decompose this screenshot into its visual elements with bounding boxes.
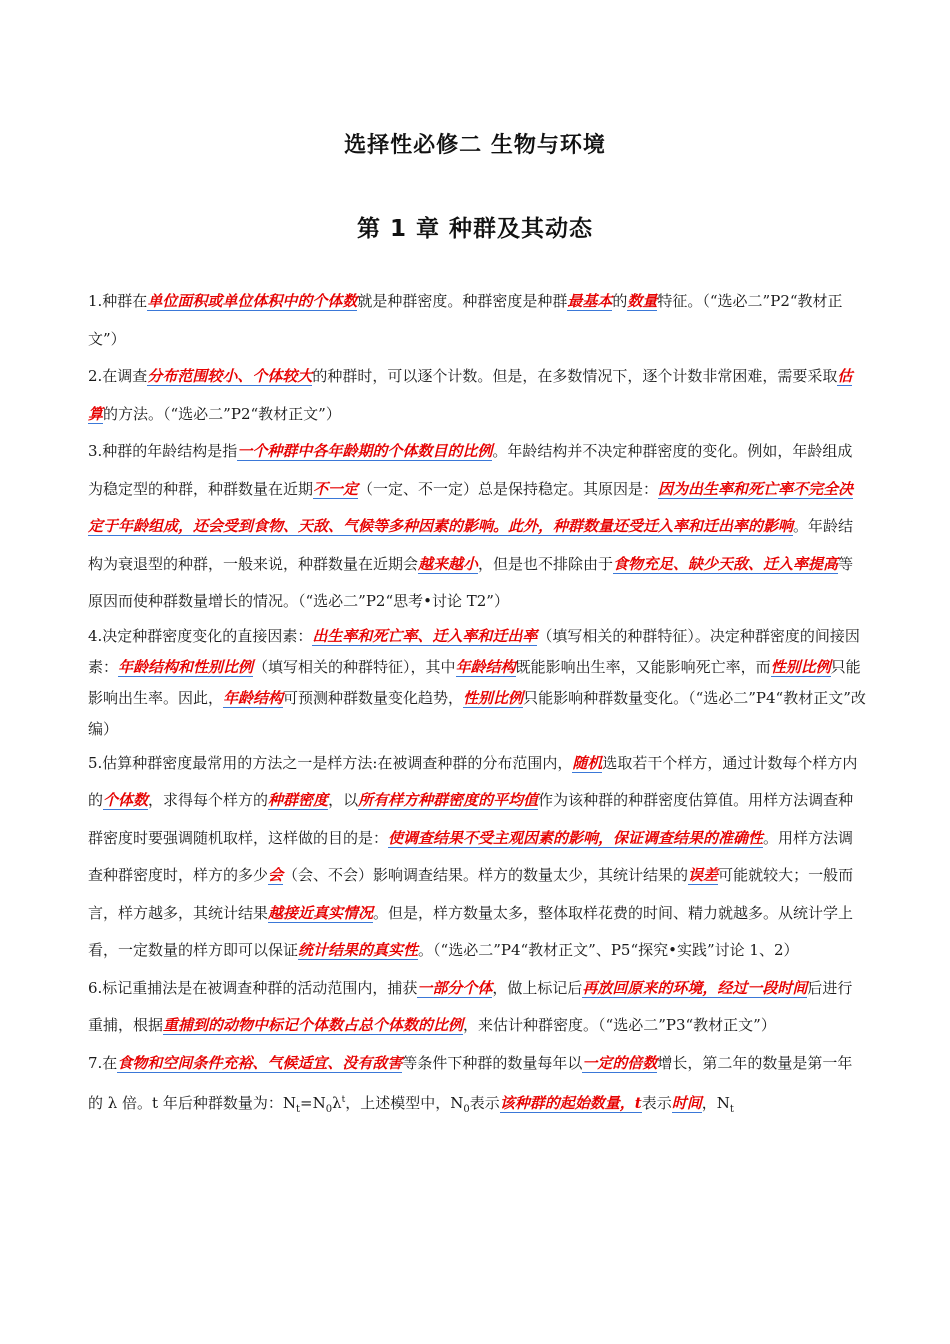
answer-highlight: 越接近真实情况 — [268, 903, 374, 922]
answer-highlight: 重捕到的动物中标记个体数占总个体数的比例 — [163, 1016, 464, 1034]
body-text: 的 — [612, 292, 628, 310]
body-text: 作为该种群的种群密度估算值。用样方法调查种群密度时要强调随机取样，这样做的目的是： — [88, 791, 854, 847]
body-text: 2.在调查 — [88, 367, 148, 385]
body-text: 等条件下种群的数量每年以 — [402, 1053, 583, 1072]
item-3 — [88, 433, 866, 621]
body-text: ，做上标记后 — [492, 978, 583, 997]
body-text: ，以 — [328, 791, 359, 809]
answer-highlight: 因为出生率和死亡率不完全决定于年龄组成，还会受到食物、天敌、气候等多种因素的影响。此外，种群数量还受迁入率和迁出率的影响 — [88, 479, 854, 535]
answer-highlight: 数量 — [627, 292, 658, 310]
answer-highlight: 该种群的起始数量，t — [499, 1094, 642, 1112]
body-text: 等原因而使种群数量增长的情况。（“选必二”P2“思考•讨论 T2”） — [88, 554, 854, 610]
body-text: ，求得每个样方的 — [148, 791, 269, 809]
item-2 — [88, 358, 866, 433]
body-text: ，来估计种群密度。（“选必二”P3“教材正文”） — [463, 1016, 776, 1034]
body-text: 6.标记重捕法是在被调查种群的活动范围内，捕获 — [88, 978, 418, 997]
body-text: 5.估算种群密度最常用的方法之一是样方法:在被调查种群的分布范围内， — [88, 753, 573, 772]
subscript: t — [729, 1104, 734, 1115]
item-4 — [88, 621, 866, 745]
body-text: 就是种群密度。种群密度是种群 — [357, 292, 568, 310]
answer-highlight: 食物和空间条件充裕、气候适宜、没有敌害 — [117, 1053, 403, 1072]
body-text: 只能影响出生率。因此， — [88, 657, 861, 707]
body-text: 选取若干个样方，通过计数每个样方内的 — [88, 753, 858, 809]
body-text: （会、不会）影响调查结果。样方的数量太少，其统计结果的 — [283, 866, 689, 884]
subscript: t — [295, 1104, 300, 1115]
body-text: =N — [300, 1094, 326, 1112]
body-text: 增长，第二年的数量是第一年的 λ 倍。t 年后种群数量为：N — [88, 1053, 853, 1112]
answer-highlight: 一定的倍数 — [582, 1053, 658, 1072]
answer-highlight: 不一定 — [313, 479, 359, 498]
body-text: 的种群时，可以逐个计数。但是，在多数情况下，逐个计数非常困难，需要采取 — [312, 367, 838, 385]
item-1 — [88, 283, 866, 358]
subscript: 0 — [325, 1104, 333, 1115]
item-7 — [88, 1045, 866, 1129]
body-text: ，但是也不排除由于 — [478, 554, 614, 573]
answer-highlight: 再放回原来的环境，经过一段时间 — [582, 978, 808, 997]
body-text: （一定、不一定）总是保持稳定。其原因是： — [358, 479, 659, 498]
body-text: 特征。（“选必二”P2“教材正文”） — [88, 292, 843, 348]
body-text: 。年龄结构为衰退型的种群，一般来说，种群数量在近期会 — [88, 517, 854, 573]
answer-highlight: 使调查结果不受主观因素的影响，保证调查结果的准确性 — [388, 828, 764, 847]
document-body — [88, 283, 866, 1129]
answer-highlight: 性别比例 — [463, 688, 524, 707]
body-text: 表示 — [469, 1094, 500, 1112]
answer-highlight: 所有样方种群密度的平均值 — [358, 791, 539, 809]
subscript: 0 — [463, 1104, 470, 1115]
answer-highlight: 估算 — [88, 367, 853, 423]
body-text: ，N — [701, 1094, 730, 1112]
body-text: 3.种群的年龄结构是指 — [88, 442, 238, 460]
answer-highlight: 一个种群中各年龄期的个体数目的比例 — [237, 442, 493, 460]
main-title: 选择性必修二 生物与环境 — [344, 133, 606, 158]
answer-highlight: 会 — [268, 866, 284, 884]
answer-highlight: 年龄结构和性别比例 — [118, 657, 254, 676]
body-text: 。年龄结构并不决定种群密度的变化。例如，年龄组成为稳定型的种群，种群数量在近期 — [88, 442, 853, 498]
answer-highlight: 个体数 — [103, 791, 149, 809]
body-text: 可预测种群数量变化趋势， — [283, 688, 464, 707]
body-text: 1.种群在 — [88, 292, 148, 310]
body-text: 表示 — [641, 1094, 672, 1112]
answer-highlight: 随机 — [572, 753, 603, 772]
answer-highlight: 出生率和死亡率、迁入率和迁出率 — [312, 626, 538, 645]
chapter-title: 第 1 章 种群及其动态 — [356, 216, 594, 242]
body-text: 4.决定种群密度变化的直接因素： — [88, 626, 313, 645]
item-6 — [88, 970, 866, 1045]
answer-highlight: 食物充足、缺少天敌、迁入率提高 — [613, 554, 839, 573]
item-5 — [88, 745, 866, 970]
answer-highlight: 越来越小 — [418, 554, 479, 573]
superscript: t — [341, 1095, 346, 1105]
answer-highlight: 时间 — [671, 1094, 702, 1112]
body-text: （填写相关的种群特征）。决定种群密度的间接因素： — [88, 626, 860, 676]
answer-highlight: 分布范围较小、个体较大 — [147, 367, 313, 385]
body-text: 。但是，样方数量太多，整体取样花费的时间、精力就越多。从统计学上看，一定数量的样方即可以保证 — [88, 903, 854, 959]
answer-highlight: 误差 — [688, 866, 719, 884]
body-text: 只能影响种群数量变化。（“选必二”P4“教材正文”改编） — [88, 688, 866, 738]
answer-highlight: 种群密度 — [268, 791, 329, 809]
body-text: 既能影响出生率，又能影响死亡率，而 — [515, 657, 771, 676]
body-text: （填写相关的种群特征），其中 — [253, 657, 456, 676]
answer-highlight: 年龄结构 — [223, 688, 284, 707]
answer-highlight: 单位面积或单位体积中的个体数 — [147, 292, 358, 310]
body-text: ，上述模型中，N — [345, 1094, 464, 1112]
body-text: 。（“选必二”P4“教材正文”、P5“探究•实践”讨论 1、2） — [418, 941, 799, 959]
body-text: 。用样方法调查种群密度时，样方的多少 — [88, 828, 854, 884]
answer-highlight: 一部分个体 — [417, 978, 493, 997]
answer-highlight: 最基本 — [567, 292, 613, 310]
body-text: 后进行重捕，根据 — [88, 978, 853, 1034]
answer-highlight: 统计结果的真实性 — [298, 941, 419, 959]
body-text: 7.在 — [88, 1053, 118, 1072]
body-text: λ — [332, 1094, 342, 1112]
answer-highlight: 性别比例 — [770, 657, 831, 676]
body-text: 的方法。（“选必二”P2“教材正文”） — [103, 404, 341, 423]
body-text: 可能就较大；一般而言，样方越多，其统计结果 — [88, 866, 854, 922]
answer-highlight: 年龄结构 — [455, 657, 516, 676]
